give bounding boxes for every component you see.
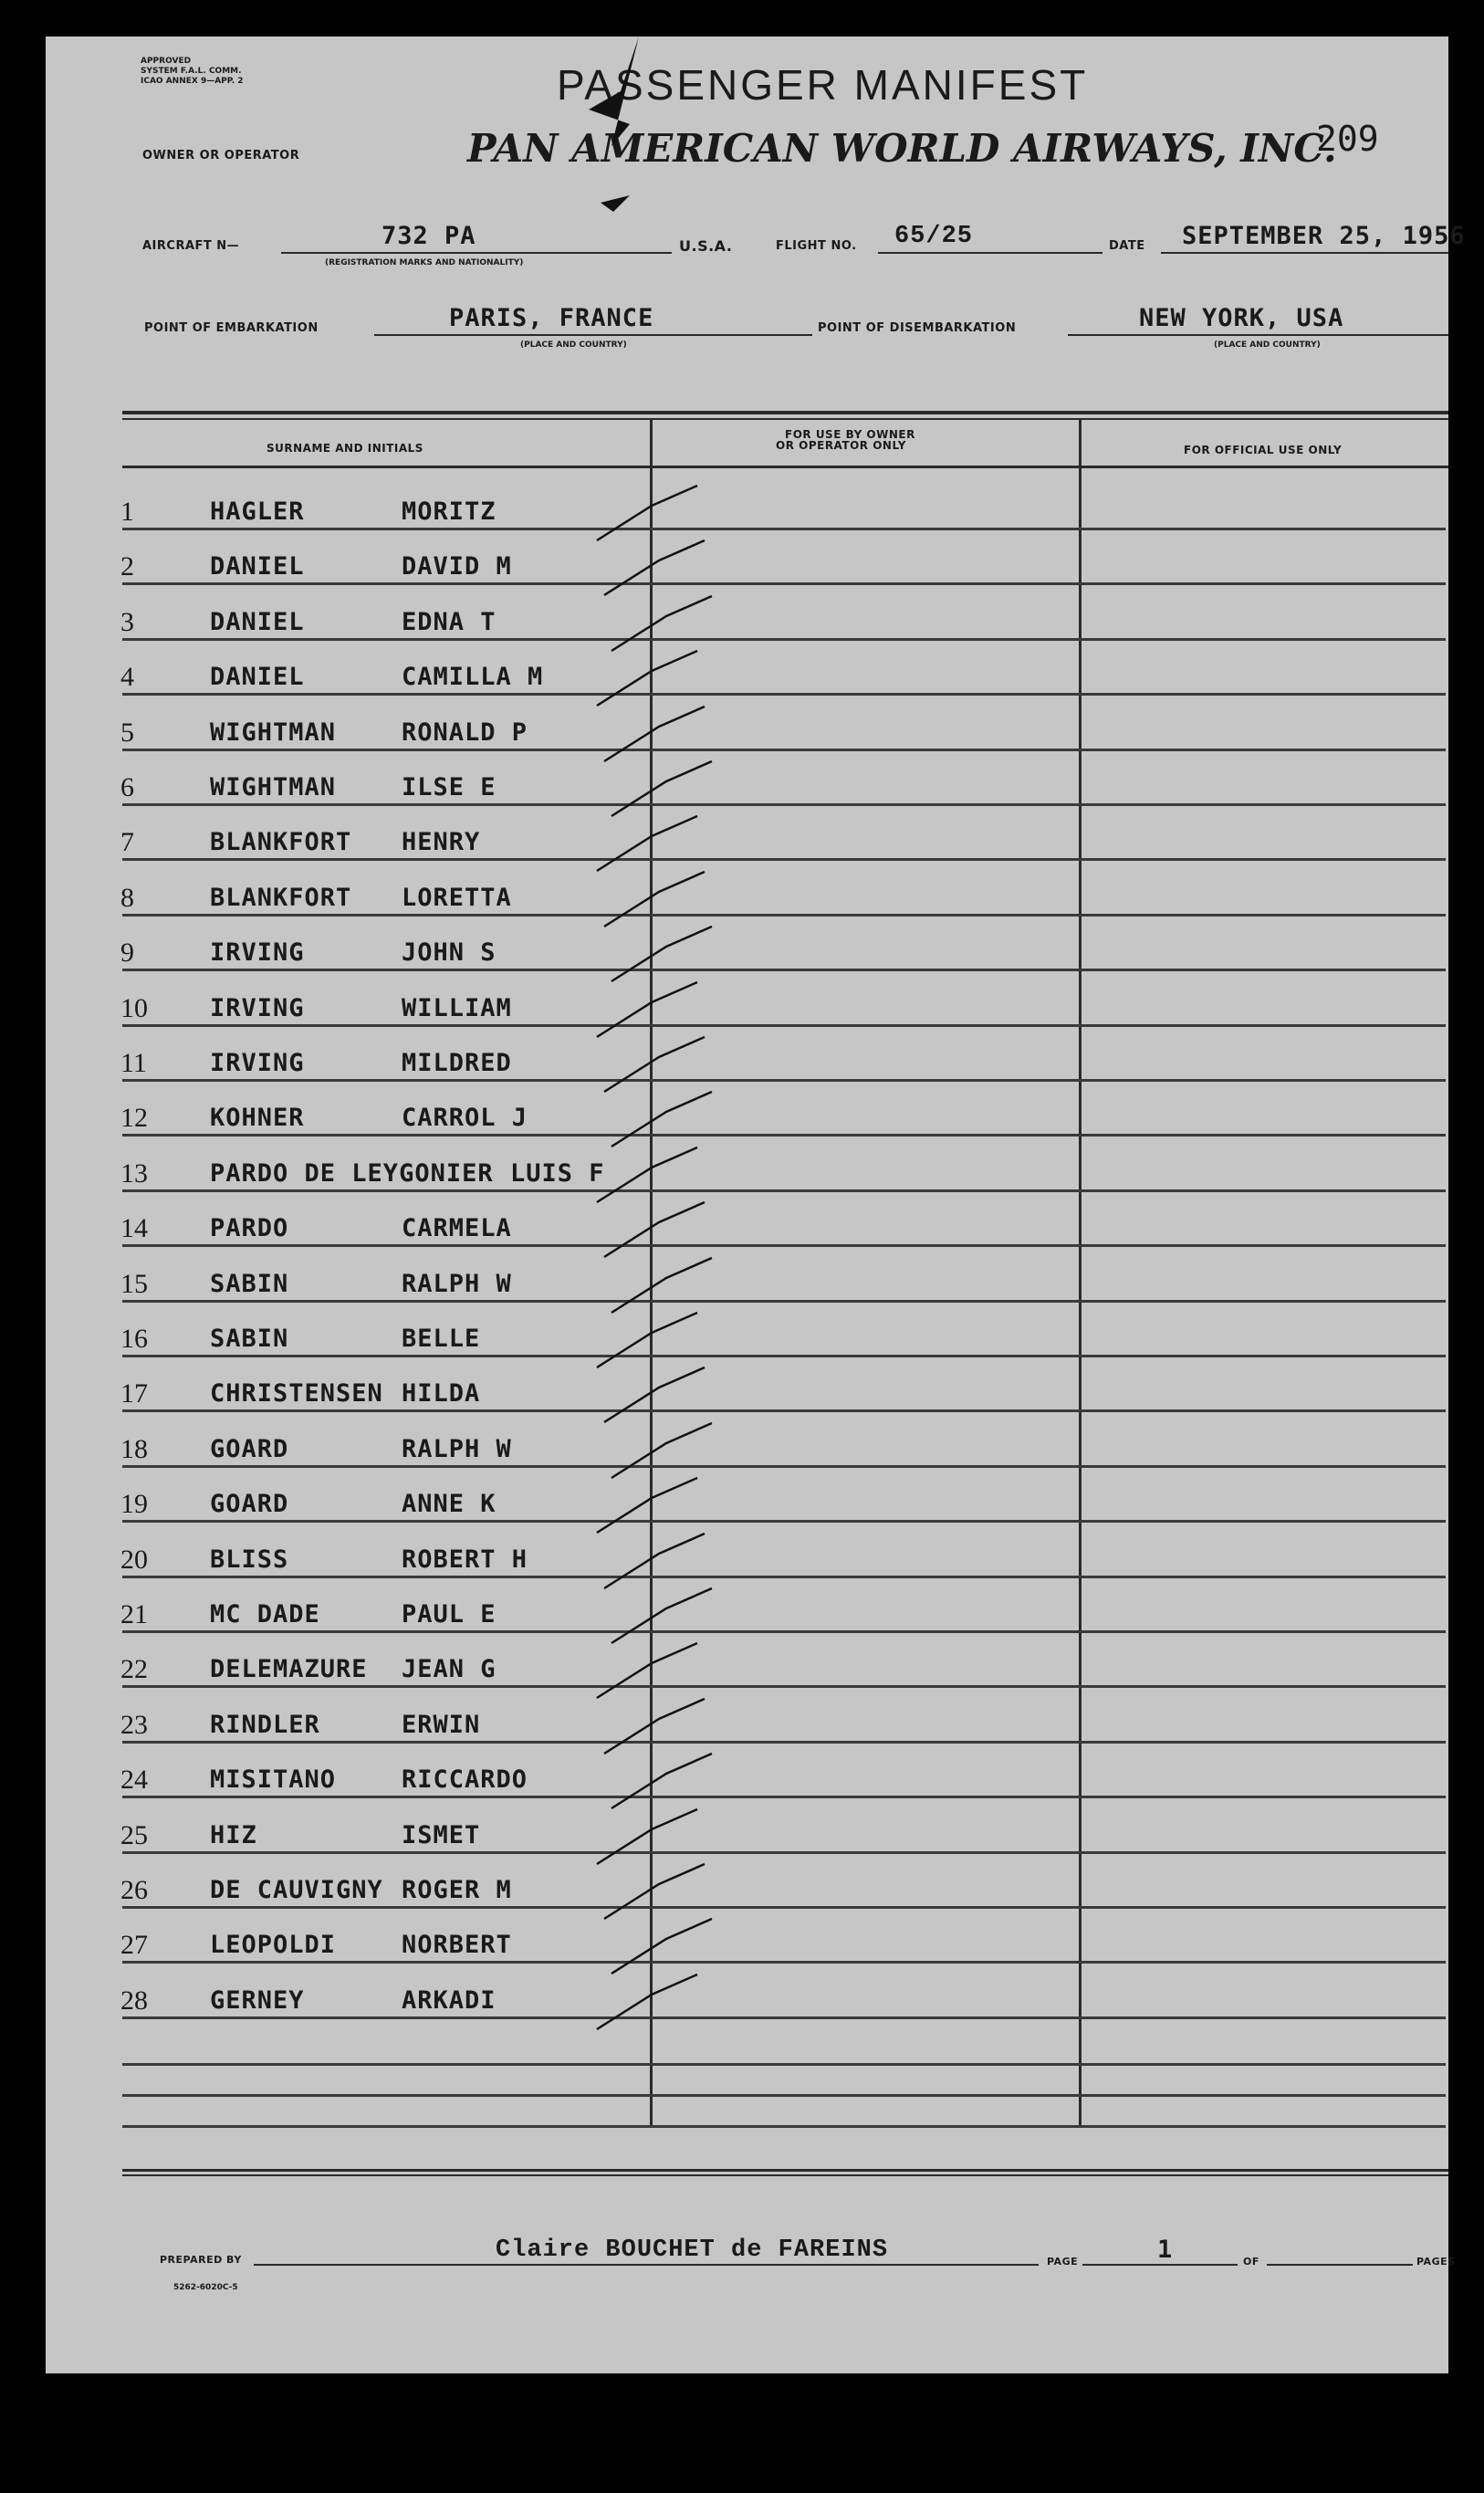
passenger-surname: WIGHTMAN xyxy=(210,718,337,747)
check-mark-stroke xyxy=(597,982,697,1037)
check-mark-stroke xyxy=(604,1534,705,1588)
disembarkation-place: NEW YORK, USA xyxy=(1139,304,1344,332)
check-mark-stroke xyxy=(597,1478,697,1533)
approval-line-2: SYSTEM F.A.L. COMM. xyxy=(141,67,242,76)
form-code: 5262-6020C-5 xyxy=(173,2283,238,2292)
row-number: 1 xyxy=(120,497,134,527)
owner-use-header-line-1: FOR USE BY OWNER xyxy=(785,428,915,441)
row-number: 24 xyxy=(120,1765,148,1795)
flight-date: SEPTEMBER 25, 1956 xyxy=(1182,222,1466,250)
row-number: 6 xyxy=(120,772,134,802)
passenger-given-name: LORETTA xyxy=(402,884,512,912)
passenger-given-name: RICCARDO xyxy=(402,1765,528,1794)
row-number: 21 xyxy=(120,1599,148,1629)
check-mark-stroke xyxy=(597,1313,697,1367)
check-mark-stroke xyxy=(611,1258,712,1313)
passenger-surname: SABIN xyxy=(210,1270,289,1298)
check-mark-stroke xyxy=(597,651,697,706)
passenger-surname: IRVING xyxy=(210,1049,305,1077)
passenger-surname: DANIEL xyxy=(210,608,305,636)
passenger-given-name: JOHN S xyxy=(402,938,496,967)
approval-line-1: APPROVED xyxy=(141,57,192,66)
row-number: 20 xyxy=(120,1545,148,1575)
row-number: 13 xyxy=(120,1158,148,1189)
passenger-given-name: ROGER M xyxy=(402,1876,512,1904)
row-number: 9 xyxy=(120,937,134,968)
passenger-surname: MISITANO xyxy=(210,1765,337,1794)
official-use-header: FOR OFFICIAL USE ONLY xyxy=(1184,444,1343,456)
passenger-surname: PARDO DE LEYGONIER xyxy=(210,1159,494,1188)
check-mark-stroke xyxy=(597,1147,697,1202)
passenger-surname: HIZ xyxy=(210,1821,257,1849)
passenger-given-name: NORBERT xyxy=(402,1931,512,1959)
row-number: 25 xyxy=(120,1820,148,1850)
prepared-by-label: PREPARED BY xyxy=(160,2254,242,2266)
check-mark-stroke xyxy=(597,816,697,871)
row-number: 17 xyxy=(120,1378,148,1409)
passenger-surname: BLANKFORT xyxy=(210,884,352,912)
approval-line-3: ICAO ANNEX 9—APP. 2 xyxy=(141,77,244,86)
passenger-given-name: JEAN G xyxy=(402,1655,496,1683)
ink-blot-mark xyxy=(589,37,639,146)
row-number: 19 xyxy=(120,1489,148,1519)
passenger-given-name: ISMET xyxy=(402,1821,481,1849)
owner-operator-name: PAN AMERICAN WORLD AIRWAYS, INC. xyxy=(467,126,1337,171)
date-label: DATE xyxy=(1109,239,1145,253)
passenger-surname: DANIEL xyxy=(210,552,305,581)
passenger-surname: DELEMAZURE xyxy=(210,1655,368,1683)
check-mark-stroke xyxy=(597,1809,697,1864)
passenger-surname: IRVING xyxy=(210,994,305,1022)
page-title: PASSENGER MANIFEST xyxy=(557,61,1089,109)
check-mark-stroke xyxy=(597,486,697,540)
aircraft-label: AIRCRAFT N— xyxy=(142,239,240,253)
passenger-surname: MC DADE xyxy=(210,1600,320,1629)
flight-number: 65/25 xyxy=(894,223,974,250)
check-mark-stroke xyxy=(611,1588,712,1643)
owner-use-header-line-2: OR OPERATOR ONLY xyxy=(776,439,906,452)
check-mark-stroke xyxy=(597,1643,697,1698)
passenger-surname: GERNEY xyxy=(210,1986,305,2015)
check-mark-stroke xyxy=(604,707,705,761)
row-number: 14 xyxy=(120,1213,148,1243)
passenger-given-name: BELLE xyxy=(402,1325,481,1353)
row-number: 12 xyxy=(120,1103,148,1133)
passenger-surname: DANIEL xyxy=(210,663,305,691)
check-mark-stroke xyxy=(604,1037,705,1092)
passenger-given-name: ROBERT H xyxy=(402,1545,528,1574)
check-mark-stroke xyxy=(604,1367,705,1422)
row-number: 22 xyxy=(120,1654,148,1684)
passenger-given-name: ARKADI xyxy=(402,1986,496,2015)
row-number: 28 xyxy=(120,1985,148,2016)
passenger-given-name: MILDRED xyxy=(402,1049,512,1077)
disembarkation-caption: (PLACE AND COUNTRY) xyxy=(1214,340,1321,350)
passenger-given-name: WILLIAM xyxy=(402,994,512,1022)
passenger-given-name: RALPH W xyxy=(402,1435,512,1463)
passenger-given-name: CARROL J xyxy=(402,1104,528,1132)
disembarkation-label: POINT OF DISEMBARKATION xyxy=(818,321,1017,335)
of-label: OF xyxy=(1243,2256,1259,2268)
check-mark-stroke xyxy=(611,1919,712,1974)
check-mark-stroke xyxy=(611,927,712,981)
embarkation-caption: (PLACE AND COUNTRY) xyxy=(520,340,627,350)
check-mark-stroke xyxy=(597,1974,697,2029)
passenger-given-name: HILDA xyxy=(402,1379,481,1408)
check-mark-stroke xyxy=(611,761,712,816)
aircraft-registration: 732 PA xyxy=(381,222,476,250)
passenger-surname: LEOPOLDI xyxy=(210,1931,337,1959)
passenger-surname: SABIN xyxy=(210,1325,289,1353)
passenger-surname: GOARD xyxy=(210,1435,289,1463)
row-number: 11 xyxy=(120,1048,147,1078)
embarkation-place: PARIS, FRANCE xyxy=(449,304,654,332)
row-number: 5 xyxy=(120,718,134,748)
passenger-surname: BLANKFORT xyxy=(210,828,352,856)
row-number: 8 xyxy=(120,883,134,913)
row-number: 23 xyxy=(120,1710,148,1740)
passenger-given-name: CARMELA xyxy=(402,1214,512,1242)
row-number: 7 xyxy=(120,827,134,857)
row-number: 16 xyxy=(120,1324,148,1354)
passenger-surname: RINDLER xyxy=(210,1711,320,1739)
passenger-given-name: ILSE E xyxy=(402,773,496,801)
check-mark-group xyxy=(597,486,712,2029)
passenger-surname: BLISS xyxy=(210,1545,289,1574)
passenger-surname: DE CAUVIGNY xyxy=(210,1876,383,1904)
manifest-sheet xyxy=(46,37,1466,2373)
page-stamp-number: 209 xyxy=(1316,119,1379,159)
passenger-surname: WIGHTMAN xyxy=(210,773,337,801)
row-number: 26 xyxy=(120,1875,148,1905)
check-mark-stroke xyxy=(604,1699,705,1754)
row-number: 15 xyxy=(120,1269,148,1299)
passenger-given-name: DAVID M xyxy=(402,552,512,581)
check-mark-stroke xyxy=(611,596,712,651)
page-number: 1 xyxy=(1157,2236,1174,2264)
passenger-surname: IRVING xyxy=(210,938,305,967)
check-mark-stroke xyxy=(604,1202,705,1257)
passenger-given-name: HENRY xyxy=(402,828,481,856)
passenger-surname: GOARD xyxy=(210,1490,289,1518)
passenger-surname: KOHNER xyxy=(210,1104,305,1132)
row-number: 2 xyxy=(120,551,134,581)
passenger-surname: PARDO xyxy=(210,1214,289,1242)
check-mark-stroke xyxy=(604,540,705,595)
check-mark-stroke xyxy=(611,1423,712,1478)
passenger-given-name: ERWIN xyxy=(402,1711,481,1739)
passenger-given-name: RALPH W xyxy=(402,1270,512,1298)
check-mark-stroke xyxy=(604,1864,705,1919)
flight-label: FLIGHT NO. xyxy=(776,239,857,253)
row-number: 27 xyxy=(120,1930,148,1960)
row-number: 10 xyxy=(120,993,148,1023)
row-number: 3 xyxy=(120,607,134,637)
registration-caption: (REGISTRATION MARKS AND NATIONALITY) xyxy=(325,258,524,267)
ink-dot-mark xyxy=(601,195,630,212)
passenger-given-name: PAUL E xyxy=(402,1600,496,1629)
prepared-by-name: Claire BOUCHET de FAREINS xyxy=(496,2236,889,2264)
passenger-given-name: ANNE K xyxy=(402,1490,496,1518)
page-label: PAGE xyxy=(1047,2256,1079,2268)
check-mark-stroke xyxy=(611,1754,712,1808)
row-number: 4 xyxy=(120,662,134,692)
passenger-surname: CHRISTENSEN xyxy=(210,1379,383,1408)
passenger-surname: HAGLER xyxy=(210,498,305,526)
passenger-given-name: EDNA T xyxy=(402,608,496,636)
pages-label: PAGES xyxy=(1416,2256,1456,2268)
passenger-given-name: LUIS F xyxy=(510,1159,605,1188)
passenger-given-name: RONALD P xyxy=(402,718,528,747)
owner-label: OWNER OR OPERATOR xyxy=(142,149,300,162)
country-label: U.S.A. xyxy=(679,237,733,255)
passenger-given-name: CAMILLA M xyxy=(402,663,544,691)
handwritten-marks xyxy=(46,37,1448,2373)
embarkation-label: POINT OF EMBARKATION xyxy=(144,321,319,335)
surname-column-header: SURNAME AND INITIALS xyxy=(266,442,423,455)
check-mark-stroke xyxy=(611,1092,712,1147)
row-number: 18 xyxy=(120,1434,148,1464)
check-mark-stroke xyxy=(604,872,705,927)
passenger-given-name: MORITZ xyxy=(402,498,496,526)
